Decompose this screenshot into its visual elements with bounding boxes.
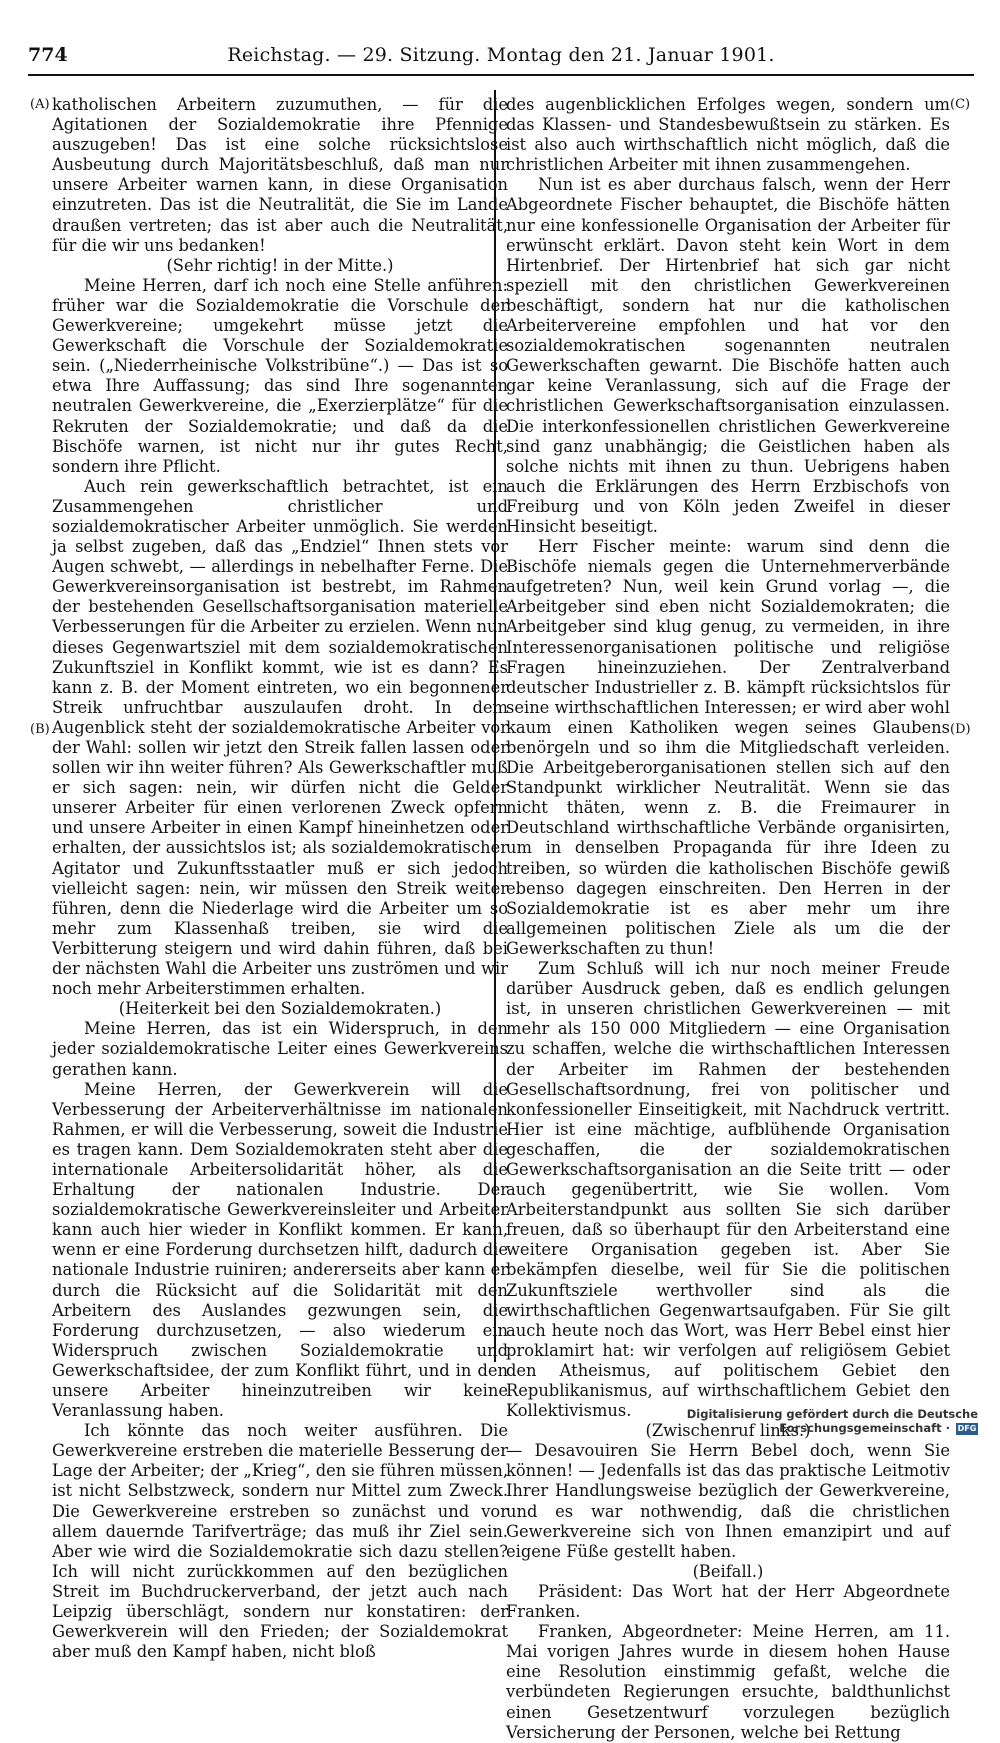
paragraph: katholischen Arbeitern zuzumuthen, — für die Agitationen der Sozialdemokratie ihre Pfennige auszugeben! Das ist eine solche rücksichtslose Ausbeutung durch Majoritätsbeschluß, daß man nur unsere Arbeiter warnen kann, in diese Organisation einzutreten. Das ist die Neutralität, die Sie im Lande draußen vertreten; das ist aber auch die Neutralität, für die wir uns bedanken! [52,95,508,255]
paragraph: Meine Herren, der Gewerkverein will die Verbesserung der Arbeiterverhältnisse im nationalen Rahmen, er will die Verbesserung, soweit die Industrie es tragen kann. Dem Sozialdemokraten steht aber die internationale Arbeitersolidarität höher, als die Erhaltung der nationalen Industrie. Der sozialdemokratische Gewerkvereinsleiter und Arbeiter kann auch hier wieder in Konflikt kommen. Er kann, wenn er eine Forderung durchsetzen hilft, dadurch die nationale Industrie ruiniren; andererseits aber kann er durch die Rücksicht auf die Solidarität mit den Arbeitern des Auslandes gezwungen sein, die Forderung durchzusetzen, — also wiederum ein Widerspruch zwischen Sozialdemokratie und Gewerkschaftsidee, der zum Konflikt führt, und in den unsere Arbeiter hineinzutreiben wir keine Veranlassung haben. [52,1079,508,1421]
left-column [52,95,508,1662]
paragraph: Meine Herren, darf ich noch eine Stelle anführen: früher war die Sozialdemokratie die Vorschule der Gewerkvereine; umgekehrt müsse jetzt die Gewerkschaft die Vorschule der Sozialdemokratie sein. („Niederrheinische Volkstribüne“.) — Das ist so etwa Ihre Auffassung; das sind Ihre sogenannten neutralen Gewerkvereine, die „Exerzierplätze“ für die Rekruten der Sozialdemokratie; und daß da die Bischöfe warnen, ist nicht nur ihr gutes Recht, sondern ihre Pflicht. [52,275,508,476]
running-title: Reichstag. — 29. Sitzung. Montag den 21. Januar 1901. [227,44,775,66]
paragraph: Auch rein gewerkschaftlich betrachtet, ist ein Zusammengehen christlicher und sozialdemokratischer Arbeiter unmöglich. Sie werden ja selbst zugeben, daß das „Endziel“ Ihnen stets vor Augen schwebt, — allerdings in nebelhafter Ferne. Die Gewerkvereinsorganisation ist bestrebt, im Rahmen der bestehenden Gesellschaftsorganisation materielle Verbesserungen für die Arbeiter zu erzielen. Wenn nun dieses Gegenwartsziel mit dem sozialdemokratischen Zukunftsziel in Konflikt kommt, wie ist es dann? Es kann z. B. der Moment eintreten, wo ein begonnener Streik unfruchtbar auszulaufen droht. In dem Augenblick steht der sozialdemokratische Arbeiter vor der Wahl: sollen wir jetzt den Streik fallen lassen oder sollen wir ihn weiter führen? Als Gewerkschaftler muß er sich sagen: nein, wir dürfen nicht die Gelder unserer Arbeiter für einen verlorenen Zweck opfern und unsere Arbeiter in einen Kampf hineinhetzen oder erhalten, der aussichtslos ist; als sozialdemokratischer Agitator und Zukunftsstaatler muß er sich jedoch vielleicht sagen: nein, wir müssen den Streik weiter führen, denn die Niederlage wird die Arbeiter um so mehr zum Klassenhaß treiben, sie wird die Verbitterung steigern und wird dahin führen, daß bei der nächsten Wahl die Arbeiter uns zuströmen und wir noch mehr Arbeiterstimmen erhalten. [52,476,508,999]
interjection: (Heiterkeit bei den Sozialdemokraten.) [118,999,442,1019]
dfg-logo-icon: DFG [957,1423,977,1433]
speaker-paragraph: Franken, Abgeordneter: Meine Herren, am 11. Mai vorigen Jahres wurde in diesem hohen Hause eine Resolution einstimmig gefaßt, welche die verbündeten Regierungen ersuchte, baldthunlichst einen Gesetzentwurf vorzulegen bezüglich Versicherung der Personen, welche bei Rettung [506,1622,950,1742]
margin-marker-a: (A) [30,97,50,112]
page-header [28,44,974,72]
page-number: 774 [28,44,68,66]
margin-marker-c: (C) [950,97,971,112]
paragraph: Zum Schluß will ich nur noch meiner Freude darüber Ausdruck geben, daß es endlich gelungen ist, in unseren christlichen Gewerkvereinen — mit mehr als 150 000 Mitgliedern — eine Organisation zu schaffen, welche die wirthschaftlichen Interessen der Arbeiter im Rahmen der bestehenden Gesellschaftsordnung, frei von politischer und konfessioneller Einseitigkeit, mit Nachdruck vertritt. Hier ist eine mächtige, aufblühende Organisation geschaffen, die der sozialdemokratischen Gewerkschaftsorganisation an die Seite tritt — oder auch gegenübertritt, wie Sie wollen. Vom Arbeiterstandpunkt aus sollten Sie sich darüber freuen, daß so überhaupt für den Arbeiterstand eine weitere Organisation gegeben ist. Aber Sie bekämpfen dieselbe, weil für Sie die politischen Zukunftsziele werthvoller sind als die wirthschaftlichen Gegenwartsaufgaben. Für Sie gilt auch heute noch das Wort, was Herr Bebel einst hier proklamirt hat: wir verfolgen auf religiösem Gebiet den Atheismus, auf politischem Gebiet den Republikanismus, auf wirthschaftlichem Gebiet den Kollektivismus. [506,959,950,1421]
margin-marker-d: (D) [950,722,971,737]
interjection: (Beifall.) [692,1561,764,1581]
margin-marker-b: (B) [30,722,50,737]
interjection: (Sehr richtig! in der Mitte.) [166,255,394,275]
paragraph: — Desavouiren Sie Herrn Bebel doch, wenn Sie können! — Jedenfalls ist das das praktische Leitmotiv Ihrer Handlungsweise bezüglich der Gewerkvereine, und es war nothwendig, daß die christlichen Gewerkvereine sich von Ihnen emanzipirt und auf eigene Füße gestellt haben. [506,1441,950,1561]
interjection: (Zwischenruf links.) [645,1421,811,1441]
speaker-paragraph: Präsident: Das Wort hat der Herr Abgeordnete Franken. [506,1581,950,1622]
paragraph: des augenblicklichen Erfolges wegen, sondern um das Klassen- und Standesbewußtsein zu stärken. Es ist also auch wirthschaftlich nicht möglich, daß die christlichen Arbeiter mit ihnen zusammengehen. [506,95,950,175]
paragraph: Ich könnte das noch weiter ausführen. Die Gewerkvereine erstreben die materielle Besserung der Lage der Arbeiter; der „Krieg“, den sie führen müssen, ist nicht Selbstzweck, sondern nur Mittel zum Zweck. Die Gewerkvereine erstreben so zunächst und vor allem dauernde Tarifverträge; das muß ihr Ziel sein. Aber wie wird die Sozialdemokratie sich dazu stellen? Ich will nicht zurückkommen auf den bezüglichen Streit im Buchdruckerverband, der jetzt auch nach Leipzig überschlägt, sondern nur konstatiren: der Gewerkverein will den Frieden; der Sozialdemokrat aber muß den Kampf haben, nicht bloß [52,1421,508,1662]
credit-text: Digitalisierung gefördert durch die Deutsche Forschungsgemeinschaft · [686,1407,978,1435]
paragraph: Herr Fischer meinte: warum sind denn die Bischöfe niemals gegen die Unternehmerverbände aufgetreten? Nun, weil kein Grund vorlag —, die Arbeitgeber sind eben nicht Sozialdemokraten; die Arbeitgeber sind klug genug, zu vermeiden, in ihre Interessenorganisationen politische und religiöse Fragen hineinzuziehen. Der Zentralverband deutscher Industrieller z. B. kämpft rücksichtslos für seine wirthschaftlichen Interessen; er wird aber wohl kaum einen Katholiken wegen seines Glaubens benörgeln und so ihm die Mitgliedschaft verleiden. Die Arbeitgeberorganisationen stellen sich auf den Standpunkt wirklicher Neutralität. Wenn sie das nicht thäten, wenn z. B. die Freimaurer in Deutschland wirthschaftliche Verbände organisirten, um in denselben Propaganda für ihre Ideen zu treiben, so würden die katholischen Bischöfe gewiß ebenso dagegen einschreiten. Den Herren in der Sozialdemokratie ist es aber mehr um ihre allgemeinen politischen Ziele als um die der Gewerkschaften zu thun! [506,537,950,958]
header-rule [28,74,974,76]
paragraph: Meine Herren, das ist ein Widerspruch, in den jeder sozialdemokratische Leiter eines Gewerkvereins gerathen kann. [52,1019,508,1079]
paragraph: Nun ist es aber durchaus falsch, wenn der Herr Abgeordnete Fischer behauptet, die Bischöfe hätten nur eine konfessionelle Organisation der Arbeiter für erwünscht erklärt. Davon steht kein Wort in dem Hirtenbrief. Der Hirtenbrief hat sich gar nicht speziell mit den christlichen Gewerkvereinen beschäftigt, sondern hat nur die katholischen Arbeitervereine empfohlen und hat vor den sozialdemokratischen sogenannten neutralen Gewerkschaften gewarnt. Die Bischöfe hatten auch gar keine Veranlassung, sich auf die Frage der christlichen Gewerkschaftsorganisation einzulassen. Die interkonfessionellen christlichen Gewerkvereine sind ganz unabhängig; die Geistlichen haben als solche nichts mit ihnen zu thun. Uebrigens haben auch die Erklärungen des Herrn Erzbischofs von Freiburg und von Köln jeden Zweifel in dieser Hinsicht beseitigt. [506,175,950,536]
